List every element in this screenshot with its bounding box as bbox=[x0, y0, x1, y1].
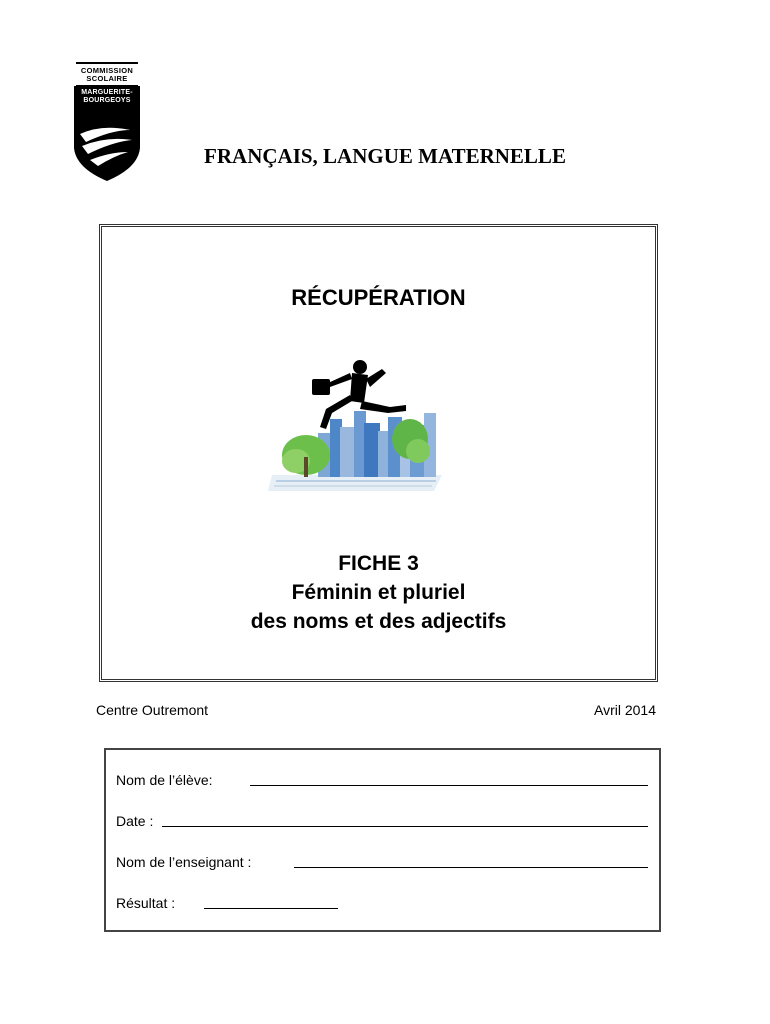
logo-top-rule bbox=[76, 62, 138, 64]
nom-enseignant-field[interactable] bbox=[294, 867, 648, 868]
date-field[interactable] bbox=[162, 826, 648, 827]
logo-text-scolaire: SCOLAIRE bbox=[86, 74, 128, 83]
resultat-field[interactable] bbox=[204, 908, 338, 909]
nom-eleve-field[interactable] bbox=[250, 785, 648, 786]
logo-text-commission: COMMISSION bbox=[80, 66, 134, 75]
centre-name: Centre Outremont bbox=[96, 702, 209, 718]
cover-box bbox=[99, 224, 658, 682]
fiche-title bbox=[102, 549, 655, 636]
resultat-label: Résultat : bbox=[116, 895, 176, 911]
fiche-subtitle-1: Féminin et pluriel bbox=[291, 581, 466, 604]
fiche-number: FICHE 3 bbox=[338, 552, 419, 575]
jumping-businessman-over-city-icon bbox=[266, 357, 452, 497]
nom-enseignant-label: Nom de l’enseignant : bbox=[116, 854, 252, 870]
school-board-logo bbox=[72, 62, 142, 184]
page-title: FRANÇAIS, LANGUE MATERNELLE bbox=[204, 144, 566, 168]
cover-heading: RÉCUPÉRATION bbox=[291, 285, 466, 310]
logo-text-marguerite: MARGUERITE- bbox=[81, 89, 133, 96]
date-label: Date : bbox=[116, 813, 154, 829]
fiche-subtitle-2: des noms et des adjectifs bbox=[250, 610, 507, 633]
student-info-box bbox=[104, 748, 661, 932]
cover-date: Avril 2014 bbox=[593, 702, 656, 718]
nom-eleve-label: Nom de l’élève: bbox=[116, 772, 213, 788]
logo-text-bourgeoys: BOURGEOYS bbox=[83, 97, 131, 104]
